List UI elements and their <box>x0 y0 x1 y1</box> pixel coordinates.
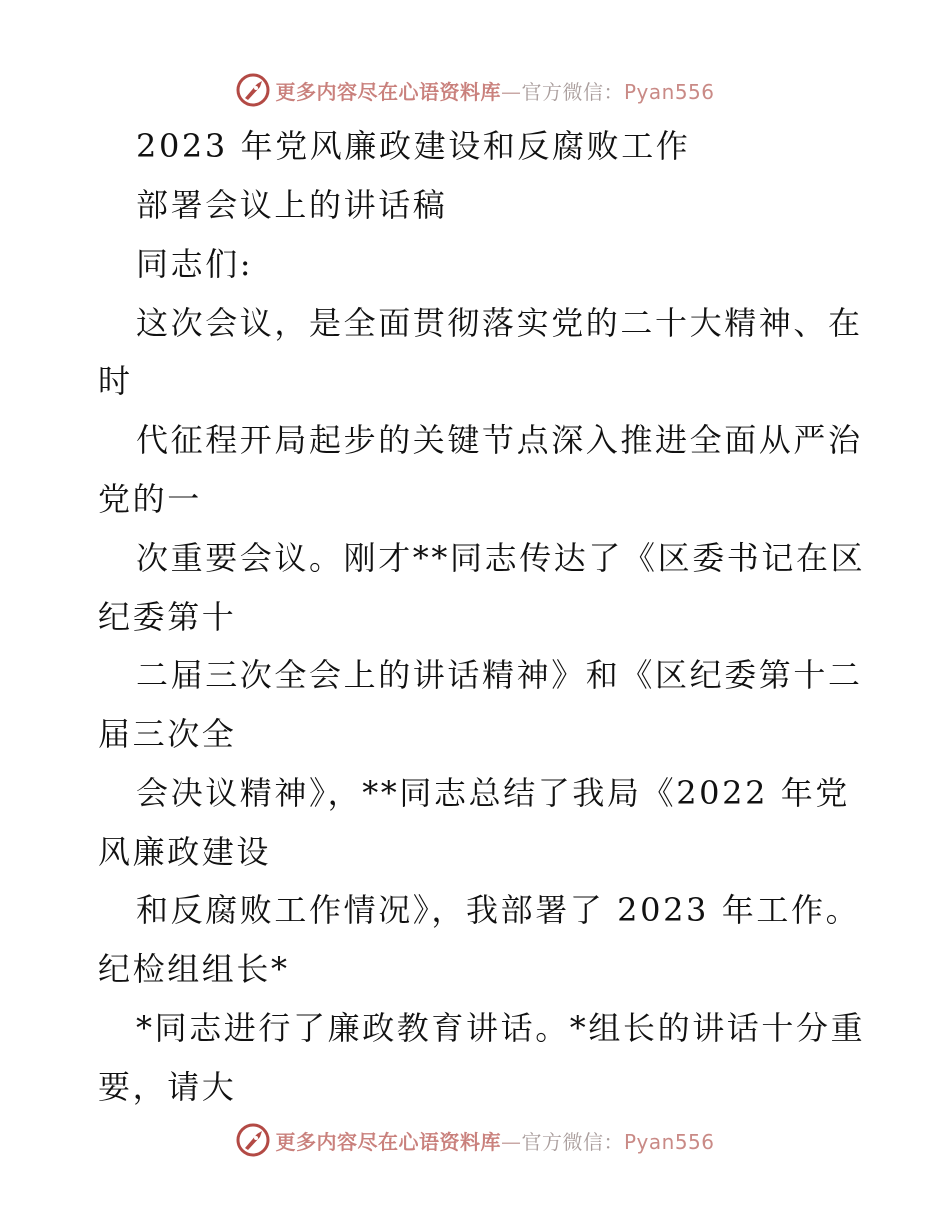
watermark-label: 官方微信： <box>521 79 624 104</box>
body-line: 会决议精神》，**同志总结了我局《2022 年党 <box>136 774 851 812</box>
body-line: 届三次全 <box>98 715 237 753</box>
salutation: 同志们: <box>136 245 254 283</box>
watermark-label: 官方微信： <box>521 1129 624 1154</box>
watermark-brand: 更多内容尽在心语资料库 <box>275 1129 501 1154</box>
watermark-separator: — <box>500 79 522 104</box>
body-line: 二届三次全会上的讲话精神》和《区纪委第十二 <box>136 656 863 694</box>
body-line: 纪检组组长* <box>98 950 290 988</box>
body-line: 次重要会议。刚才**同志传达了《区委书记在区 <box>136 539 866 577</box>
pen-nib-logo-icon <box>235 1122 271 1158</box>
body-line: 党的一 <box>98 480 202 518</box>
watermark-id: Pyan556 <box>623 79 715 104</box>
body-line: 这次会议，是全面贯彻落实党的二十大精神、在 <box>136 304 863 342</box>
body-line: 代征程开局起步的关键节点深入推进全面从严治 <box>136 421 863 459</box>
body-line: 风廉政建设 <box>98 833 272 871</box>
title-line-2: 部署会议上的讲话稿 <box>136 186 448 224</box>
watermark-separator: — <box>500 1129 522 1154</box>
body-line: 要，请大 <box>98 1068 237 1106</box>
watermark-brand: 更多内容尽在心语资料库 <box>275 79 501 104</box>
body-line: 纪委第十 <box>98 598 237 636</box>
body-line: *同志进行了廉政教育讲话。*组长的讲话十分重 <box>136 1009 866 1047</box>
title-line-1: 2023 年党风廉政建设和反腐败工作 <box>136 127 691 165</box>
watermark-text <box>275 1126 714 1155</box>
footer-watermark <box>0 1118 950 1162</box>
body-line: 时 <box>98 362 133 400</box>
watermark-id: Pyan556 <box>623 1129 715 1154</box>
body-line: 和反腐败工作情况》，我部署了 2023 年工作。 <box>136 891 861 929</box>
